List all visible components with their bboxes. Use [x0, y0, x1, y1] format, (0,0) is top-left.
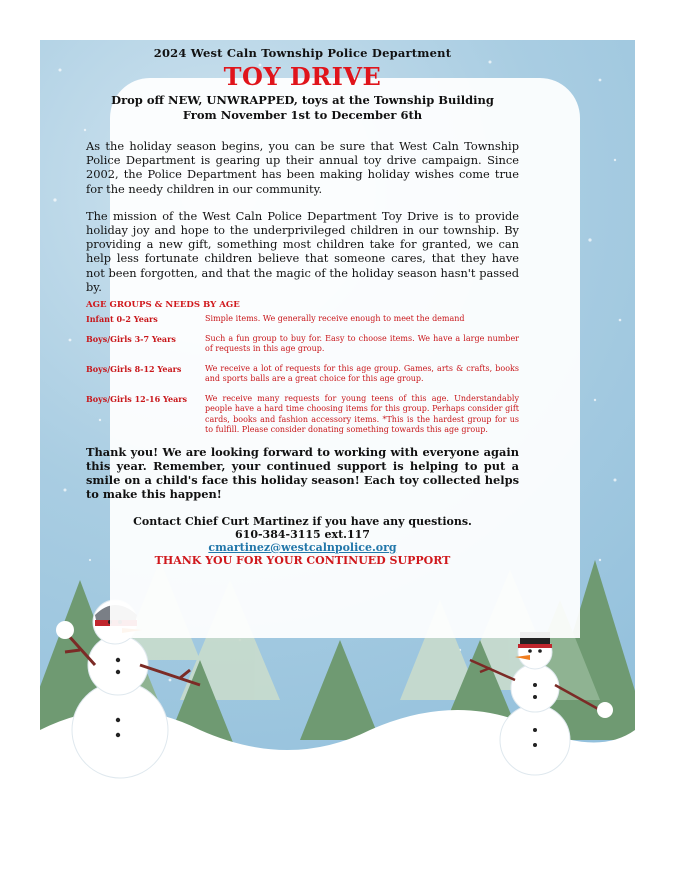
age-group-label: Boys/Girls 8-12 Years — [86, 363, 182, 374]
age-group-note: We receive a lot of requests for this age group. Games, arts & crafts, books and sports balls are a great choice for this age group. — [205, 363, 519, 384]
mission-paragraph: The mission of the West Caln Police Department Toy Drive is to provide holiday joy and hope to the underprivileged children in our township. By providing a new gift, something most children take for granted, we can help less fortunate children believe that someone cares, that they have not been forgotten, and that the magic of the holiday season hasn't passed by. — [86, 208, 519, 294]
contact-line: Contact Chief Curt Martinez if you have any questions. — [133, 514, 472, 528]
age-group-note: Simple items. We generally receive enough to meet the demand — [205, 314, 465, 324]
age-group-note: Such a fun group to buy for. Easy to choose items. We have a large number of requests in this age group. — [205, 333, 519, 354]
page-title: TOY DRIVE — [223, 62, 382, 91]
email-link[interactable]: cmartinez@westcalnpolice.org — [208, 540, 397, 554]
dropoff-line: Drop off NEW, UNWRAPPED, toys at the Township Building — [111, 93, 494, 107]
age-row — [86, 364, 519, 385]
phone-number: 610-384-3115 ext.117 — [235, 527, 370, 541]
organization-line: 2024 West Caln Township Police Department — [153, 46, 452, 60]
age-row — [86, 314, 519, 325]
age-group-label: Boys/Girls 12-16 Years — [86, 393, 187, 404]
thanks-paragraph: Thank you! We are looking forward to working with everyone again this year. Remember, your continued support is helping to put a smile on a child's face this holiday season! Each toy collected helps to make this happen! — [86, 444, 519, 501]
age-groups-heading: AGE GROUPS & NEEDS BY AGE — [86, 300, 240, 311]
age-row — [86, 334, 519, 355]
date-range-line: From November 1st to December 6th — [182, 108, 423, 122]
intro-paragraph: As the holiday season begins, you can be sure that West Caln Township Police Department is gearing up their annual toy drive campaign. Since 2002, the Police Department has been making holiday wishes come true for the needy children in our community. — [86, 139, 519, 196]
age-group-label: Infant 0-2 Years — [86, 314, 158, 325]
age-row — [86, 394, 519, 436]
support-banner: THANK YOU FOR YOUR CONTINUED SUPPORT — [154, 553, 451, 567]
flyer-content — [86, 46, 519, 567]
contact-block — [86, 515, 519, 567]
age-group-note: We receive many requests for young teens of this age. Understandably people have a hard time choosing items for this group. Perhaps consider gift cards, books and fashion accessory items. *This is the hardest group for us to fulfill. Please consider donating something towards this age group. — [205, 393, 519, 435]
age-group-label: Boys/Girls 3-7 Years — [86, 333, 176, 344]
